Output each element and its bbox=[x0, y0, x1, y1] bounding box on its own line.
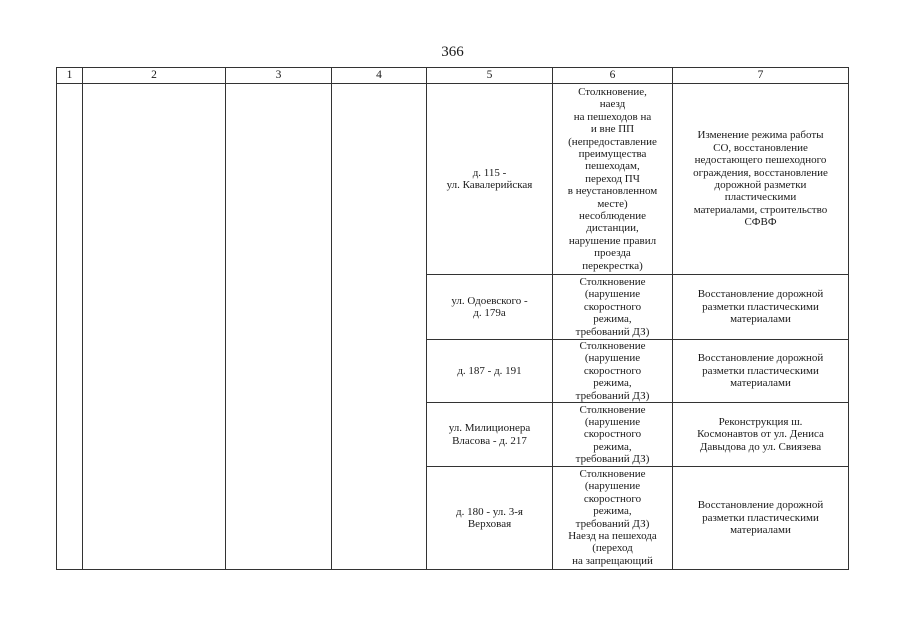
header-cell: 1 bbox=[57, 68, 83, 84]
cell-text-line: (нарушение bbox=[584, 480, 641, 493]
cell-text-line: СО, восстановление bbox=[713, 141, 808, 154]
cell-text-line: Столкновение bbox=[579, 275, 646, 288]
cell-text-line: недостающего пешеходного bbox=[694, 154, 827, 167]
header-cell: 3 bbox=[226, 68, 332, 84]
cell-text-line: (нарушение bbox=[584, 288, 641, 301]
cell-text-line: преимущества bbox=[578, 147, 647, 160]
accident-type-lines bbox=[555, 468, 670, 568]
cell-text-line: требований ДЗ) bbox=[575, 325, 650, 338]
measures-cell bbox=[673, 403, 849, 467]
cell-text-line: Столкновение bbox=[579, 340, 646, 352]
cell-text-line: пластическими bbox=[724, 191, 797, 204]
measures-cell bbox=[673, 467, 849, 570]
cell-text-line: ул. Одоевского - bbox=[451, 294, 528, 307]
cell-text-line: разметки пластическими bbox=[702, 300, 819, 313]
cell-text-line: скоростного bbox=[583, 364, 642, 377]
cell-text-line: несоблюдение bbox=[578, 210, 647, 223]
measures-cell bbox=[673, 275, 849, 340]
cell-text-line: скоростного bbox=[583, 300, 642, 313]
cell-text-line: проезда bbox=[594, 247, 631, 260]
cell-text-line: переход ПЧ bbox=[585, 172, 640, 185]
cell-text-line: Столкновение bbox=[579, 403, 646, 416]
cell-text-line: разметки пластическими bbox=[702, 364, 819, 377]
cell-text-line: СФВФ bbox=[744, 216, 777, 229]
cell-text-line: Космонавтов от ул. Дениса bbox=[697, 428, 824, 441]
accident-type-cell bbox=[553, 467, 673, 570]
accident-type-cell bbox=[553, 275, 673, 340]
cell-text-line: Верховая bbox=[467, 518, 512, 531]
location-cell bbox=[427, 403, 553, 467]
cell-text-line: Наезд на пешехода bbox=[568, 530, 657, 543]
cell-text-line: Восстановление дорожной bbox=[697, 352, 824, 365]
cell-text-line: материалами bbox=[730, 377, 791, 390]
header-cell: 4 bbox=[332, 68, 427, 84]
cell-text-line: дистанции, bbox=[586, 222, 639, 235]
cell-col2 bbox=[83, 84, 226, 570]
cell-text-line: ул. Милиционера bbox=[448, 422, 531, 435]
page-number: 366 bbox=[441, 44, 464, 60]
cell-text-line: режима, bbox=[593, 313, 632, 326]
cell-text-line: Изменение режима работы bbox=[697, 129, 824, 142]
cell-text-line: перекрестка) bbox=[582, 259, 643, 272]
cell-text-line: на запрещающий bbox=[572, 554, 653, 567]
cell-text-line: Давыдова до ул. Свиязева bbox=[699, 440, 822, 453]
accident-type-cell bbox=[553, 84, 673, 275]
cell-text-line: требований ДЗ) bbox=[575, 389, 650, 402]
cell-text-line: режима, bbox=[593, 440, 632, 453]
cell-text-line: Власова - д. 217 bbox=[452, 434, 527, 447]
cell-text-line: материалами bbox=[730, 313, 791, 326]
cell-text-line: в неустановленном bbox=[567, 185, 658, 198]
header-row bbox=[57, 68, 849, 84]
cell-text-line: (переход bbox=[592, 542, 633, 555]
cell-text-line: (нарушение bbox=[584, 415, 641, 428]
cell-text-line: ограждения, восстановление bbox=[693, 166, 828, 179]
header-cell: 6 bbox=[553, 68, 673, 84]
cell-text-line: Реконструкция ш. bbox=[718, 415, 803, 428]
cell-text-line: Столкновение bbox=[579, 468, 646, 481]
measures-cell bbox=[673, 84, 849, 275]
accident-type-cell bbox=[553, 340, 673, 403]
cell-text-line: разметки пластическими bbox=[702, 511, 819, 524]
header-cell: 2 bbox=[83, 68, 226, 84]
location-cell bbox=[427, 275, 553, 340]
cell-text-line: скоростного bbox=[583, 492, 642, 505]
cell-text-line: режима, bbox=[593, 377, 632, 390]
cell-col4 bbox=[332, 84, 427, 570]
cell-col3 bbox=[226, 84, 332, 570]
cell-text-line: и вне ПП bbox=[590, 123, 635, 136]
cell-text-line: требований ДЗ) bbox=[575, 453, 650, 466]
header-cell: 7 bbox=[673, 68, 849, 84]
cell-text-line: ул. Кавалерийская bbox=[446, 179, 533, 191]
cell-text-line: Восстановление дорожной bbox=[697, 288, 824, 301]
cell-text-line: Восстановление дорожной bbox=[697, 499, 824, 512]
cell-text-line: материалами bbox=[730, 524, 791, 537]
measures-cell bbox=[673, 340, 849, 403]
cell-text-line: нарушение правил bbox=[568, 234, 657, 247]
cell-text-line: режима, bbox=[593, 505, 632, 518]
cell-text-line: д. 115 - bbox=[472, 166, 507, 179]
location-cell bbox=[427, 340, 553, 403]
location-cell bbox=[427, 467, 553, 570]
cell-text-line: дорожной разметки bbox=[714, 179, 807, 191]
cell-text-line: д. 187 - д. 191 bbox=[457, 364, 522, 377]
cell-text-line: д. 180 - ул. 3-я bbox=[456, 505, 523, 518]
table-row bbox=[57, 84, 849, 275]
cell-text-line: д. 179а bbox=[473, 307, 506, 319]
cell-text-line: требований ДЗ) bbox=[575, 517, 650, 530]
cell-text-line: (непредоставление bbox=[568, 135, 657, 148]
cell-text-line: (нарушение bbox=[584, 352, 641, 365]
cell-text-line: на пешеходов на bbox=[573, 110, 652, 123]
cell-text-line: месте) bbox=[597, 197, 628, 210]
cell-text-line: скоростного bbox=[583, 428, 642, 441]
cell-text-line: пешеходам, bbox=[585, 160, 640, 173]
location-cell bbox=[427, 84, 553, 275]
cell-col1 bbox=[57, 84, 83, 570]
accident-type-cell bbox=[553, 403, 673, 467]
cell-text-line: наезд bbox=[599, 98, 626, 111]
cell-text-line: Столкновение, bbox=[578, 85, 647, 98]
document-table bbox=[56, 67, 849, 570]
header-cell: 5 bbox=[427, 68, 553, 84]
cell-text-line: материалами, строительство bbox=[693, 203, 828, 216]
